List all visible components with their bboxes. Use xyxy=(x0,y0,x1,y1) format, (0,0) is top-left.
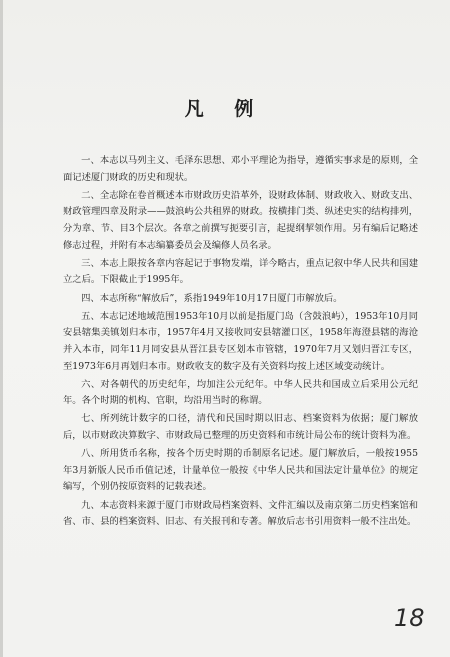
paragraph-2: 二、全志除在卷首概述本市财政历史沿革外，设财政体制、财政收入、财政支出、财政管理四章及附录——鼓浪屿公共租界的财政。按横排门类、纵述史实的结构排列，分为章、节、目3个层次。各章之前撰写扼要引言，起提纲挈领作用。另有编后记略述修志过程，并附有本志编纂委员会及编修人员名录。 xyxy=(63,189,418,251)
paragraph-3: 三、本志上限按各章内容起记于事物发端，详今略古，重点记叙中华人民共和国建立之后。下限截止于1995年。 xyxy=(63,257,418,286)
paragraph-9: 九、本志资料来源于厦门市财政局档案资料、文件汇编以及南京第二历史档案馆和省、市、县的档案资料、旧志、有关报刊和专著。解放后志书引用资料一般不注出处。 xyxy=(63,499,418,528)
paragraph-6: 六、对各朝代的历史纪年，均加注公元纪年。中华人民共和国成立后采用公元纪年。各个时期的机构、官职，均沿用当时的称谓。 xyxy=(63,378,418,407)
paragraph-5: 五、本志记述地域范围1953年10月以前是指厦门岛（含鼓浪屿），1953年10月同安县辖集美镇划归本市，1957年4月又接收同安县辖灌口区，1958年海澄县辖的海沧并入本市，同年11月同安县从晋江县专区划本市管辖，1970年7月又划归晋江专区，至1973年6月再划归本市。财政收支的数字及有关资料均按上述区域变动统计。 xyxy=(63,310,418,372)
page-title: 凡 例 xyxy=(184,98,266,120)
page-number-text: 18 xyxy=(394,604,425,632)
body-text xyxy=(63,153,418,532)
paragraph-8: 八、所用货币名称，按各个历史时期的币制原名记述。厦门解放后，一般按1955年3月新版人民币币值记述，计量单位一般按《中华人民共和国法定计量单位》的规定编写，个别仍按原资料的记载表述。 xyxy=(63,448,418,493)
paragraph-1: 一、本志以马列主义、毛泽东思想、邓小平理论为指导，遵循实事求是的原则，全面记述厦门财政的历史和现状。 xyxy=(63,155,418,183)
handwritten-page-number xyxy=(390,598,436,636)
paragraph-4: 四、本志所称“解放后”，系指1949年10月17日厦门市解放后。 xyxy=(81,292,343,304)
paragraph-7: 七、所列统计数字的口径，清代和民国时期以旧志、档案资料为依据；厦门解放后，以市财政决算数字、市财政局已整理的历史资料和市统计局公布的统计资料为准。 xyxy=(63,413,418,442)
